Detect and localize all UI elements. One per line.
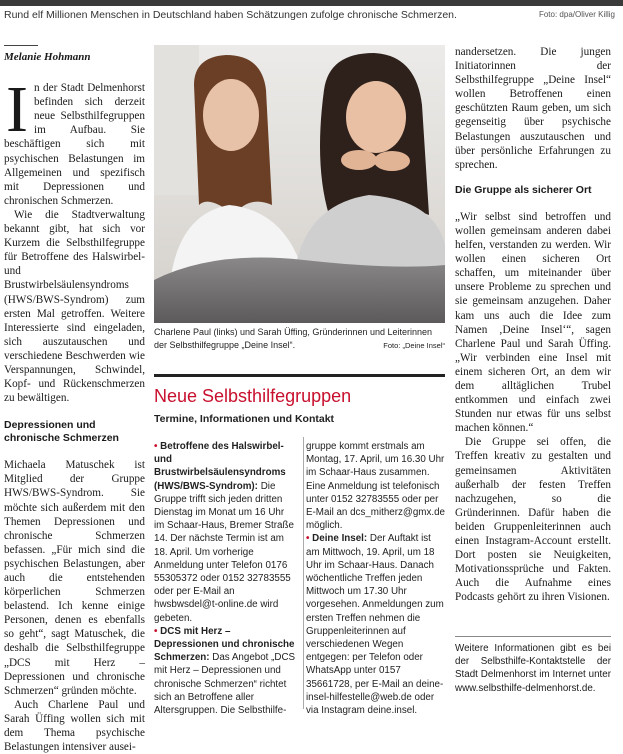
- group-name: Betroffene des Halswirbel- und Brustwirbelsäulensyndroms (HWS/BWS-Syndrom):: [154, 441, 286, 492]
- author-byline: Melanie Hohmann: [4, 45, 38, 64]
- top-photo-strip: [0, 0, 623, 6]
- article-column-3: [455, 45, 611, 604]
- subheading: Die Gruppe als sicherer Ort: [455, 183, 592, 196]
- group-text: Das Angebot „DCS mit Herz – Depressionen und chronische Schmerzen“ richtet sich an Betroffene aller Altersgruppen. Die Selbsthilfe-: [154, 652, 296, 717]
- paragraph: nandersetzen. Die jungen Initiatorinnen der Selbsthilfegruppe „Deine Insel“ wollen Betroffenen einen geschützten Raum geben, um sich gegenseitig über psychische Belastungen auszutauschen und über persönliche Erfahrungen zu sprechen.: [455, 46, 611, 171]
- group-name: DCS mit Herz – Depressionen und chronische Schmerzen:: [154, 625, 295, 664]
- infobox-column-1: [154, 440, 297, 717]
- group-name: Deine Insel:: [312, 533, 368, 545]
- paragraph: Die Gruppe sei offen, die Treffen kreativ zu gestalten und gemeinsamen Aktivitäten außerhalb der festen Treffen nachzugehen, so die Gründerinnen. Dafür haben die beiden Gruppenleiterinnen auch einen Instagram-Account erstellt. Dort posten sie Neuigkeiten, Motivationssprüche und Fakten. Auch die Aufnahme eines Podcasts gehört zu ihren Visionen.: [455, 436, 611, 604]
- caption-credit: Foto: „Deine Insel“: [383, 340, 445, 350]
- paragraph: „Wir selbst sind betroffen und wollen gemeinsam anderen dabei helfen, verstanden zu werden. Wir wollen einen sicheren Ort schaffen, um miteinander über unsere Probleme zu sprechen und sie gemeinsam anzugehen. Daher kam uns auch die Idee zum Namen ‚Deine Insel‘“, sagen Charlene Paul und Sarah Üffing. „Wir verbinden eine Insel mit einem sicheren Ort, an dem wir dem alltäglichen Trubel entkommen und einfach zwei Stunden nur etwas für uns selbst machen können.“: [455, 210, 611, 435]
- bullet-icon: •: [154, 441, 158, 452]
- infobox-column-2: [306, 440, 445, 717]
- paragraph: n der Stadt Delmenhorst befinden sich derzeit neue Selbsthilfegruppen im Aufbau. Sie beschäftigen sich mit psychischen Belastungen im Allgemeinen und spezifisch mit Depressionen und chronischen Schmerzen.: [4, 82, 145, 207]
- top-photo-credit: Foto: dpa/Oliver Killig: [538, 10, 615, 19]
- column-divider: [303, 437, 304, 709]
- caption-text: Charlene Paul (links) und Sarah Üffing, Gründerinnen und Leiterinnen der Selbsthilfegruppe „Deine Insel“.: [154, 327, 433, 350]
- top-photo-caption: [4, 9, 619, 21]
- article-photo: [154, 45, 445, 323]
- article-column-1: [4, 45, 145, 754]
- paragraph: Auch Charlene Paul und Sarah Üffing wollen sich mit dem Thema psychische Belastungen intensiver ausei-: [4, 698, 145, 754]
- infobox-rule: [154, 374, 445, 377]
- group-text: Die Gruppe trifft sich jeden dritten Dienstag im Monat um 16 Uhr im Schaar-Haus, Bremer Straße 14. Der nächste Termin ist am 18. April. Um vorherige Anmeldung unter Telefon 0176 55305372 oder 0152 32783555 oder per E-Mail an hwsbwsdel@t-online.de wird gebeten.: [154, 480, 294, 624]
- group-text: Der Auftakt ist am Mittwoch, 19. April, um 18 Uhr im Schaar-Haus. Danach wöchentliche Treffen jeden Mittwoch um 17.30 Uhr vorgesehen. Anmeldungen zum ersten Treffen nehmen die Gruppenleiterinnen auf verschiedenen Wegen entgegen: per Telefon oder WhatsApp unter 0157 35661728, per E-Mail an deine-insel-hilfestelle@web.de oder via Instagram deine.insel.: [306, 533, 444, 717]
- top-caption-text: Rund elf Millionen Menschen in Deutschland haben Schätzungen zufolge chronische Schmerzen.: [4, 9, 457, 21]
- subheading: Depressionen und chronische Schmerzen: [4, 419, 119, 445]
- paragraph: Michaela Matuschek ist Mitglied der Gruppe HWS/BWS-Syndrom. Sie möchte sich außerdem mit den Themen Depressionen und chronische Schmerzen befassen. „Für mich sind die psychischen Belastungen, aber auch die entstehenden körperlichen Schmerzen belastend. Ich kenne einige Personen, denen es ebenfalls so geht“, sagt Matuschek, die deshalb die Selbsthilfegruppe „DCS mit Herz – Depressionen und chronische Schmerzen“ gründen möchte.: [4, 459, 145, 697]
- infobox-title: Neue Selbsthilfegruppen: [154, 386, 352, 406]
- bullet-icon: •: [306, 533, 310, 545]
- drop-cap: I: [6, 73, 28, 147]
- group-text: gruppe kommt erstmals am Montag, 17. April, um 16.30 Uhr im Schaar-Haus zusammen. Eine Anmeldung ist telefonisch unter 0152 32783555 oder per E-Mail an dcs_mitherz@gmx.de möglich.: [306, 441, 445, 532]
- infobox-subtitle: Termine, Informationen und Kontakt: [154, 413, 335, 425]
- info-footer: Weitere Informationen gibt es bei der Selbsthilfe-Kontaktstelle der Stadt Delmenhorst im Internet unter www.selbsthilfe-delmenhorst.de.: [455, 636, 611, 695]
- two-women-photo: [154, 45, 445, 323]
- photo-caption: [154, 326, 445, 352]
- bullet-icon: •: [154, 625, 158, 637]
- paragraph: Wie die Stadtverwaltung bekannt gibt, hat sich vor Kurzem die Selbsthilfegruppe für Betroffene des Halswirbel- und Brustwirbelsäulensyndroms (HWS/BWS-Syndrom) zum ersten Mal getroffen. Weitere Interessierte sind eingeladen, sich auszutauschen und verschiedene Beschwerden wie Verspannungen, Schwindel, Kopf- und Rückenschmerzen zu bewältigen.: [4, 208, 145, 405]
